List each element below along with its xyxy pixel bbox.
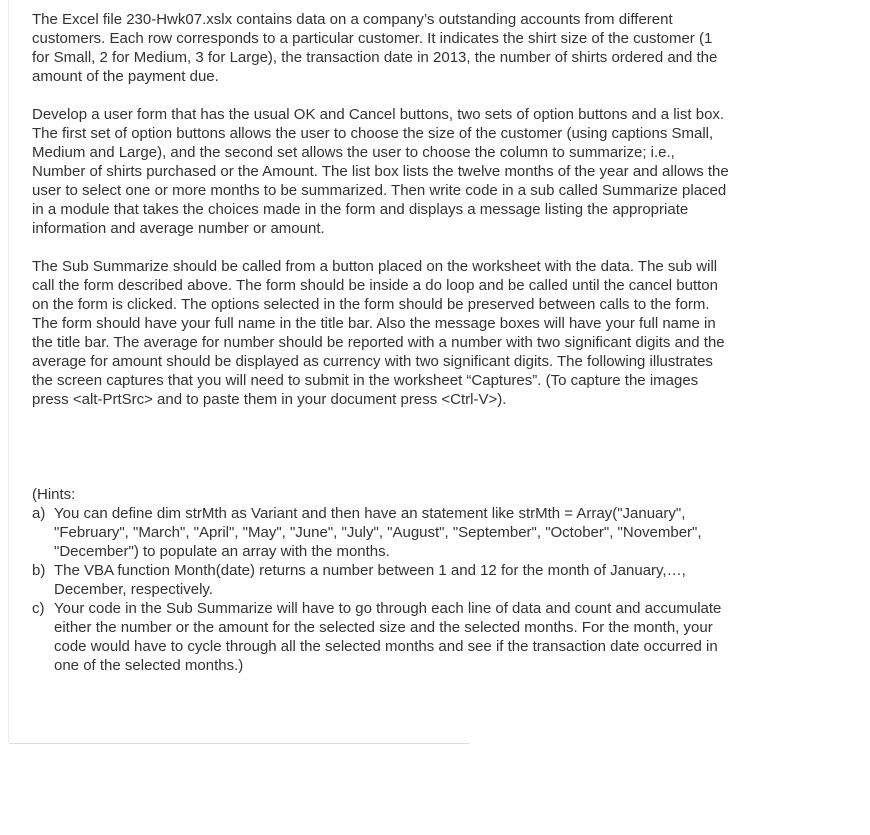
hint-marker-c: c)	[32, 600, 45, 617]
intro-paragraph: The Excel file 230-Hwk07.xslx contains data on a company’s outstanding accounts from different customers. Each row corresponds to a particular customer. It indicates the shirt size of the customer (1 for Small, 2 for Medium, 3 for Large), the transaction date in 2013, the number of shirts ordered and the amount of the payment due.	[32, 11, 718, 85]
hints-section	[32, 485, 732, 675]
hint-marker-b: b)	[32, 562, 46, 579]
summarize-sub-paragraph: The Sub Summarize should be called from a button placed on the worksheet with the data. The sub will call the form described above. The form should be inside a do loop and be called until the cancel button on the form is clicked. The options selected in the form should be preserved between calls to the form. The form should have your full name in the title bar. Also the message boxes will have your full name in the title bar. The average for number should be reported with a number with two significant digits and the average for amount should be displayed as currency with two significant digits. The following illustrates the screen captures that you will need to submit in the worksheet “Captures”. (To capture the images press <alt-PrtSrc> and to paste them in your document press <Ctrl-V>).	[32, 258, 725, 408]
blank-space	[32, 409, 730, 485]
hints-list	[32, 504, 732, 675]
hint-marker-a: a)	[32, 505, 46, 522]
hint-text-c: Your code in the Sub Summarize will have to go through each line of data and count and accumulate either the number or the amount for the selected size and the selected months. For the month, your code would have to cycle through all the selected months and see if the transaction date occurred in one of the selected months.)	[54, 600, 722, 674]
hint-text-a: You can define dim strMth as Variant and then have an statement like strMth = Array("January", "February", "March", "April", "May", "June", "July", "August", "September", "October", "November", "December") to populate an array with the months.	[54, 505, 702, 560]
hint-text-b: The VBA function Month(date) returns a number between 1 and 12 for the month of January,…, December, respectively.	[54, 562, 686, 598]
assignment-document	[8, 0, 730, 744]
hints-title: (Hints:	[32, 486, 76, 503]
hint-item-a	[32, 504, 732, 561]
user-form-paragraph: Develop a user form that has the usual OK and Cancel buttons, two sets of option buttons and a list box. The first set of option buttons allows the user to choose the size of the customer (using captions Small, Medium and Large), and the second set allows the user to choose the column to summarize; i.e., Number of shirts purchased or the Amount. The list box lists the twelve months of the year and allows the user to select one or more months to be summarized. Then write code in a sub called Summarize placed in a module that takes the choices made in the form and displays a message listing the appropriate information and average number or amount.	[32, 106, 729, 237]
hint-item-b	[32, 561, 732, 599]
hint-item-c	[32, 599, 732, 675]
